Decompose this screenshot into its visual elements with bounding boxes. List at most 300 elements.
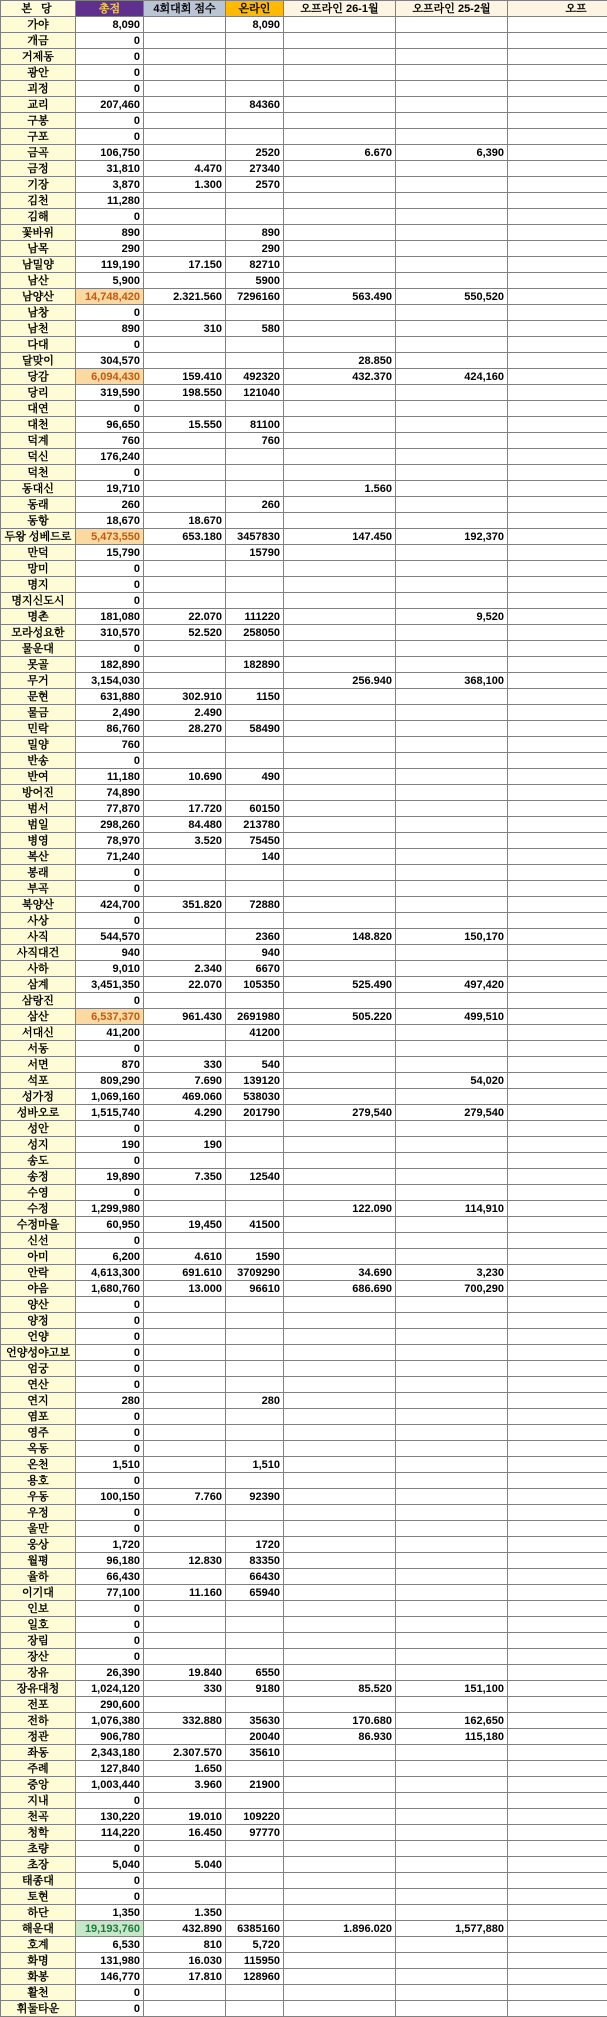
cell-total[interactable]: 0 (76, 1841, 144, 1857)
table-row[interactable] (1, 1105, 607, 1121)
cell-online[interactable] (226, 1409, 284, 1425)
cell-off3[interactable] (508, 1937, 607, 1953)
cell-round[interactable]: 2.490 (144, 705, 226, 721)
cell-total[interactable]: 6,537,370 (76, 1009, 144, 1025)
cell-parish-name[interactable]: 수정 (1, 1201, 76, 1217)
cell-round[interactable] (144, 449, 226, 465)
cell-round[interactable]: 310 (144, 321, 226, 337)
cell-off1[interactable] (284, 1041, 396, 1057)
cell-total[interactable]: 0 (76, 1329, 144, 1345)
cell-round[interactable]: 653.180 (144, 529, 226, 545)
cell-off1[interactable] (284, 1809, 396, 1825)
cell-parish-name[interactable]: 이기대 (1, 1585, 76, 1601)
table-row[interactable] (1, 1473, 607, 1489)
cell-off2[interactable] (396, 833, 508, 849)
cell-round[interactable]: 159.410 (144, 369, 226, 385)
table-row[interactable] (1, 1089, 607, 1105)
table-row[interactable] (1, 1217, 607, 1233)
cell-total[interactable]: 0 (76, 1793, 144, 1809)
cell-off1[interactable]: 505.220 (284, 1009, 396, 1025)
cell-parish-name[interactable]: 호계 (1, 1937, 76, 1953)
table-row[interactable] (1, 1553, 607, 1569)
cell-parish-name[interactable]: 우동 (1, 1489, 76, 1505)
cell-online[interactable]: 1590 (226, 1249, 284, 1265)
cell-off1[interactable] (284, 1953, 396, 1969)
cell-off3[interactable] (508, 1969, 607, 1985)
table-row[interactable] (1, 385, 607, 401)
cell-total[interactable]: 86,760 (76, 721, 144, 737)
cell-online[interactable]: 21900 (226, 1777, 284, 1793)
cell-round[interactable] (144, 33, 226, 49)
table-row[interactable] (1, 369, 607, 385)
cell-parish-name[interactable]: 구봉 (1, 113, 76, 129)
cell-off2[interactable] (396, 513, 508, 529)
cell-off3[interactable] (508, 1457, 607, 1473)
cell-off1[interactable] (284, 1601, 396, 1617)
cell-off1[interactable] (284, 1985, 396, 2001)
cell-off1[interactable] (284, 1889, 396, 1905)
cell-parish-name[interactable]: 사상 (1, 913, 76, 929)
cell-total[interactable]: 77,100 (76, 1585, 144, 1601)
cell-round[interactable] (144, 1473, 226, 1489)
cell-total[interactable]: 0 (76, 1985, 144, 2001)
cell-off1[interactable] (284, 1441, 396, 1457)
cell-total[interactable]: 127,840 (76, 1761, 144, 1777)
cell-total[interactable]: 71,240 (76, 849, 144, 865)
table-row[interactable] (1, 833, 607, 849)
cell-parish-name[interactable]: 반여 (1, 769, 76, 785)
table-row[interactable] (1, 801, 607, 817)
cell-off3[interactable] (508, 913, 607, 929)
cell-online[interactable] (226, 1473, 284, 1489)
table-row[interactable] (1, 1361, 607, 1377)
cell-total[interactable]: 78,970 (76, 833, 144, 849)
cell-off2[interactable] (396, 737, 508, 753)
cell-online[interactable]: 1,510 (226, 1457, 284, 1473)
cell-round[interactable]: 17.150 (144, 257, 226, 273)
cell-online[interactable]: 15790 (226, 545, 284, 561)
cell-round[interactable] (144, 1697, 226, 1713)
cell-parish-name[interactable]: 금정 (1, 161, 76, 177)
table-row[interactable] (1, 1665, 607, 1681)
cell-off1[interactable] (284, 1249, 396, 1265)
cell-off3[interactable] (508, 225, 607, 241)
cell-off2[interactable] (396, 1889, 508, 1905)
cell-online[interactable]: 2360 (226, 929, 284, 945)
cell-total[interactable]: 190 (76, 1137, 144, 1153)
table-row[interactable] (1, 97, 607, 113)
cell-off3[interactable] (508, 65, 607, 81)
table-row[interactable] (1, 1601, 607, 1617)
cell-off3[interactable] (508, 1745, 607, 1761)
cell-online[interactable] (226, 737, 284, 753)
cell-round[interactable]: 190 (144, 1137, 226, 1153)
cell-parish-name[interactable]: 해운대 (1, 1921, 76, 1937)
cell-total[interactable]: 5,900 (76, 273, 144, 289)
cell-round[interactable]: 19,450 (144, 1217, 226, 1233)
cell-round[interactable] (144, 2001, 226, 2017)
cell-online[interactable] (226, 1649, 284, 1665)
cell-off3[interactable] (508, 1025, 607, 1041)
cell-off3[interactable] (508, 2001, 607, 2017)
cell-round[interactable] (144, 273, 226, 289)
cell-off2[interactable]: 150,170 (396, 929, 508, 945)
cell-off2[interactable] (396, 1521, 508, 1537)
cell-online[interactable]: 60150 (226, 801, 284, 817)
cell-round[interactable]: 332.880 (144, 1713, 226, 1729)
table-row[interactable] (1, 1137, 607, 1153)
cell-off3[interactable] (508, 801, 607, 817)
cell-off3[interactable] (508, 1297, 607, 1313)
cell-off2[interactable] (396, 1185, 508, 1201)
cell-off1[interactable] (284, 81, 396, 97)
cell-total[interactable]: 0 (76, 49, 144, 65)
cell-round[interactable]: 12.830 (144, 1553, 226, 1569)
cell-online[interactable]: 3709290 (226, 1265, 284, 1281)
cell-parish-name[interactable]: 명지신도시 (1, 593, 76, 609)
cell-off1[interactable] (284, 129, 396, 145)
cell-total[interactable]: 0 (76, 641, 144, 657)
cell-parish-name[interactable]: 청학 (1, 1825, 76, 1841)
table-row[interactable] (1, 481, 607, 497)
cell-parish-name[interactable]: 활천 (1, 1985, 76, 2001)
cell-round[interactable]: 3.960 (144, 1777, 226, 1793)
cell-online[interactable]: 105350 (226, 977, 284, 993)
cell-off1[interactable] (284, 753, 396, 769)
cell-total[interactable]: 0 (76, 81, 144, 97)
cell-total[interactable]: 0 (76, 865, 144, 881)
cell-round[interactable] (144, 65, 226, 81)
cell-total[interactable]: 631,880 (76, 689, 144, 705)
cell-round[interactable] (144, 945, 226, 961)
cell-round[interactable] (144, 241, 226, 257)
cell-online[interactable]: 97770 (226, 1825, 284, 1841)
cell-off1[interactable]: 525.490 (284, 977, 396, 993)
cell-off1[interactable] (284, 1857, 396, 1873)
cell-off3[interactable] (508, 145, 607, 161)
cell-off2[interactable] (396, 1409, 508, 1425)
cell-parish-name[interactable]: 남천 (1, 321, 76, 337)
cell-parish-name[interactable]: 김해 (1, 209, 76, 225)
cell-off1[interactable] (284, 1937, 396, 1953)
cell-total[interactable]: 0 (76, 129, 144, 145)
cell-parish-name[interactable]: 못골 (1, 657, 76, 673)
cell-off2[interactable] (396, 1233, 508, 1249)
cell-total[interactable]: 0 (76, 2001, 144, 2017)
cell-total[interactable]: 0 (76, 1377, 144, 1393)
column-header-online[interactable]: 온라인 (226, 1, 284, 17)
cell-off1[interactable] (284, 705, 396, 721)
table-row[interactable] (1, 545, 607, 561)
cell-total[interactable]: 207,460 (76, 97, 144, 113)
cell-off2[interactable] (396, 865, 508, 881)
table-row[interactable] (1, 65, 607, 81)
table-row[interactable] (1, 689, 607, 705)
cell-off1[interactable] (284, 865, 396, 881)
cell-round[interactable]: 330 (144, 1681, 226, 1697)
cell-off2[interactable]: 192,370 (396, 529, 508, 545)
cell-parish-name[interactable]: 구포 (1, 129, 76, 145)
cell-round[interactable]: 52.520 (144, 625, 226, 641)
cell-total[interactable]: 298,260 (76, 817, 144, 833)
cell-round[interactable] (144, 785, 226, 801)
cell-online[interactable]: 41500 (226, 1217, 284, 1233)
cell-parish-name[interactable]: 거제동 (1, 49, 76, 65)
cell-parish-name[interactable]: 동항 (1, 513, 76, 529)
cell-online[interactable]: 92390 (226, 1489, 284, 1505)
cell-off1[interactable] (284, 1777, 396, 1793)
cell-off2[interactable]: 9,520 (396, 609, 508, 625)
cell-parish-name[interactable]: 민락 (1, 721, 76, 737)
table-row[interactable] (1, 577, 607, 593)
cell-off1[interactable] (284, 609, 396, 625)
cell-parish-name[interactable]: 금곡 (1, 145, 76, 161)
cell-off1[interactable]: 147.450 (284, 529, 396, 545)
table-row[interactable] (1, 865, 607, 881)
cell-round[interactable]: 2.340 (144, 961, 226, 977)
cell-parish-name[interactable]: 밀양 (1, 737, 76, 753)
cell-round[interactable] (144, 1985, 226, 2001)
cell-off2[interactable] (396, 1297, 508, 1313)
cell-round[interactable] (144, 401, 226, 417)
cell-total[interactable]: 280 (76, 1393, 144, 1409)
cell-off1[interactable] (284, 801, 396, 817)
cell-off2[interactable] (396, 1473, 508, 1489)
table-row[interactable] (1, 497, 607, 513)
cell-off3[interactable] (508, 257, 607, 273)
cell-round[interactable] (144, 1873, 226, 1889)
cell-online[interactable]: 41200 (226, 1025, 284, 1041)
cell-off2[interactable] (396, 257, 508, 273)
cell-round[interactable] (144, 209, 226, 225)
cell-off3[interactable] (508, 1713, 607, 1729)
cell-total[interactable]: 96,180 (76, 1553, 144, 1569)
cell-online[interactable] (226, 881, 284, 897)
table-row[interactable] (1, 1809, 607, 1825)
table-row[interactable] (1, 1921, 607, 1937)
cell-off3[interactable] (508, 1137, 607, 1153)
table-row[interactable] (1, 161, 607, 177)
cell-round[interactable] (144, 993, 226, 1009)
cell-online[interactable]: 81100 (226, 417, 284, 433)
cell-round[interactable] (144, 913, 226, 929)
cell-off2[interactable] (396, 1985, 508, 2001)
cell-total[interactable]: 3,451,350 (76, 977, 144, 993)
cell-off2[interactable] (396, 1217, 508, 1233)
table-row[interactable] (1, 913, 607, 929)
cell-round[interactable] (144, 1537, 226, 1553)
cell-off3[interactable] (508, 1665, 607, 1681)
cell-off1[interactable] (284, 1553, 396, 1569)
cell-off3[interactable] (508, 1617, 607, 1633)
cell-off3[interactable] (508, 609, 607, 625)
cell-off1[interactable] (284, 849, 396, 865)
cell-round[interactable] (144, 641, 226, 657)
cell-off2[interactable] (396, 785, 508, 801)
cell-online[interactable]: 75450 (226, 833, 284, 849)
cell-round[interactable] (144, 481, 226, 497)
cell-parish-name[interactable]: 남양산 (1, 289, 76, 305)
cell-parish-name[interactable]: 석포 (1, 1073, 76, 1089)
cell-online[interactable] (226, 305, 284, 321)
cell-online[interactable] (226, 81, 284, 97)
cell-off2[interactable] (396, 1857, 508, 1873)
cell-off2[interactable] (396, 1425, 508, 1441)
cell-parish-name[interactable]: 서동 (1, 1041, 76, 1057)
table-row[interactable] (1, 401, 607, 417)
cell-off3[interactable] (508, 1649, 607, 1665)
cell-online[interactable] (226, 481, 284, 497)
cell-online[interactable]: 27340 (226, 161, 284, 177)
cell-round[interactable] (144, 1633, 226, 1649)
cell-off1[interactable]: 256.940 (284, 673, 396, 689)
cell-off3[interactable] (508, 1361, 607, 1377)
cell-online[interactable]: 5,720 (226, 1937, 284, 1953)
cell-online[interactable]: 1150 (226, 689, 284, 705)
cell-off2[interactable] (396, 993, 508, 1009)
cell-round[interactable]: 18.670 (144, 513, 226, 529)
cell-off3[interactable] (508, 1329, 607, 1345)
cell-online[interactable]: 12540 (226, 1169, 284, 1185)
cell-online[interactable]: 82710 (226, 257, 284, 273)
cell-off1[interactable]: 563.490 (284, 289, 396, 305)
cell-off2[interactable]: 279,540 (396, 1105, 508, 1121)
table-row[interactable] (1, 1009, 607, 1025)
cell-parish-name[interactable]: 교리 (1, 97, 76, 113)
cell-off3[interactable] (508, 1729, 607, 1745)
cell-total[interactable]: 0 (76, 1041, 144, 1057)
cell-off2[interactable] (396, 1313, 508, 1329)
cell-off3[interactable] (508, 1377, 607, 1393)
cell-off1[interactable] (284, 1121, 396, 1137)
cell-off1[interactable] (284, 1217, 396, 1233)
cell-parish-name[interactable]: 아미 (1, 1249, 76, 1265)
cell-round[interactable]: 10.690 (144, 769, 226, 785)
cell-off3[interactable] (508, 1809, 607, 1825)
cell-off3[interactable] (508, 785, 607, 801)
cell-online[interactable] (226, 1297, 284, 1313)
cell-round[interactable] (144, 305, 226, 321)
cell-off1[interactable] (284, 1409, 396, 1425)
table-row[interactable] (1, 1313, 607, 1329)
cell-off1[interactable] (284, 1457, 396, 1473)
cell-round[interactable] (144, 337, 226, 353)
cell-parish-name[interactable]: 우정 (1, 1505, 76, 1521)
cell-off2[interactable] (396, 1441, 508, 1457)
cell-off3[interactable] (508, 161, 607, 177)
cell-round[interactable]: 19.840 (144, 1665, 226, 1681)
cell-off1[interactable]: 148.820 (284, 929, 396, 945)
column-header-round4-score[interactable]: 4회대회 점수 (144, 1, 226, 17)
cell-off2[interactable] (396, 305, 508, 321)
cell-off2[interactable] (396, 1745, 508, 1761)
cell-online[interactable]: 540 (226, 1057, 284, 1073)
table-row[interactable] (1, 465, 607, 481)
cell-parish-name[interactable]: 웅상 (1, 1537, 76, 1553)
table-row[interactable] (1, 961, 607, 977)
cell-total[interactable]: 0 (76, 1601, 144, 1617)
cell-off3[interactable] (508, 993, 607, 1009)
cell-round[interactable]: 810 (144, 1937, 226, 1953)
cell-online[interactable] (226, 705, 284, 721)
cell-online[interactable]: 84360 (226, 97, 284, 113)
cell-total[interactable]: 870 (76, 1057, 144, 1073)
cell-round[interactable]: 7.760 (144, 1489, 226, 1505)
cell-online[interactable] (226, 449, 284, 465)
cell-off2[interactable] (396, 65, 508, 81)
cell-off2[interactable] (396, 705, 508, 721)
cell-round[interactable]: 1.350 (144, 1905, 226, 1921)
cell-off2[interactable] (396, 1393, 508, 1409)
cell-off2[interactable] (396, 1937, 508, 1953)
table-row[interactable] (1, 145, 607, 161)
cell-round[interactable]: 11.160 (144, 1585, 226, 1601)
cell-total[interactable]: 9,010 (76, 961, 144, 977)
cell-off1[interactable]: 686.690 (284, 1281, 396, 1297)
cell-online[interactable]: 128960 (226, 1969, 284, 1985)
cell-off2[interactable] (396, 1809, 508, 1825)
cell-round[interactable] (144, 1297, 226, 1313)
table-row[interactable] (1, 625, 607, 641)
table-row[interactable] (1, 737, 607, 753)
cell-off3[interactable] (508, 945, 607, 961)
cell-parish-name[interactable]: 수영 (1, 1185, 76, 1201)
cell-total[interactable]: 0 (76, 1297, 144, 1313)
cell-round[interactable] (144, 1457, 226, 1473)
cell-online[interactable]: 121040 (226, 385, 284, 401)
cell-online[interactable] (226, 1905, 284, 1921)
cell-round[interactable] (144, 1617, 226, 1633)
table-row[interactable] (1, 1153, 607, 1169)
cell-round[interactable] (144, 49, 226, 65)
cell-off1[interactable] (284, 209, 396, 225)
cell-round[interactable] (144, 1345, 226, 1361)
cell-total[interactable]: 106,750 (76, 145, 144, 161)
cell-online[interactable]: 6385160 (226, 1921, 284, 1937)
cell-off3[interactable] (508, 833, 607, 849)
cell-parish-name[interactable]: 안락 (1, 1265, 76, 1281)
cell-off2[interactable] (396, 1137, 508, 1153)
cell-off3[interactable] (508, 1105, 607, 1121)
cell-online[interactable] (226, 401, 284, 417)
cell-parish-name[interactable]: 부곡 (1, 881, 76, 897)
cell-parish-name[interactable]: 남산 (1, 273, 76, 289)
table-row[interactable] (1, 449, 607, 465)
cell-total[interactable]: 18,670 (76, 513, 144, 529)
cell-off3[interactable] (508, 1009, 607, 1025)
cell-round[interactable] (144, 929, 226, 945)
cell-total[interactable]: 0 (76, 1153, 144, 1169)
cell-off2[interactable]: 6,390 (396, 145, 508, 161)
table-row[interactable] (1, 1249, 607, 1265)
table-row[interactable] (1, 897, 607, 913)
cell-round[interactable] (144, 545, 226, 561)
cell-round[interactable]: 2.321.560 (144, 289, 226, 305)
cell-off3[interactable] (508, 753, 607, 769)
cell-off1[interactable] (284, 1089, 396, 1105)
cell-off1[interactable]: 432.370 (284, 369, 396, 385)
cell-off1[interactable] (284, 433, 396, 449)
cell-round[interactable]: 17.810 (144, 1969, 226, 1985)
cell-off3[interactable] (508, 1905, 607, 1921)
cell-off2[interactable]: 3,230 (396, 1265, 508, 1281)
cell-total[interactable]: 290,600 (76, 1697, 144, 1713)
cell-off3[interactable] (508, 1601, 607, 1617)
cell-off3[interactable] (508, 177, 607, 193)
cell-parish-name[interactable]: 지내 (1, 1793, 76, 1809)
cell-off1[interactable] (284, 785, 396, 801)
cell-off3[interactable] (508, 1505, 607, 1521)
